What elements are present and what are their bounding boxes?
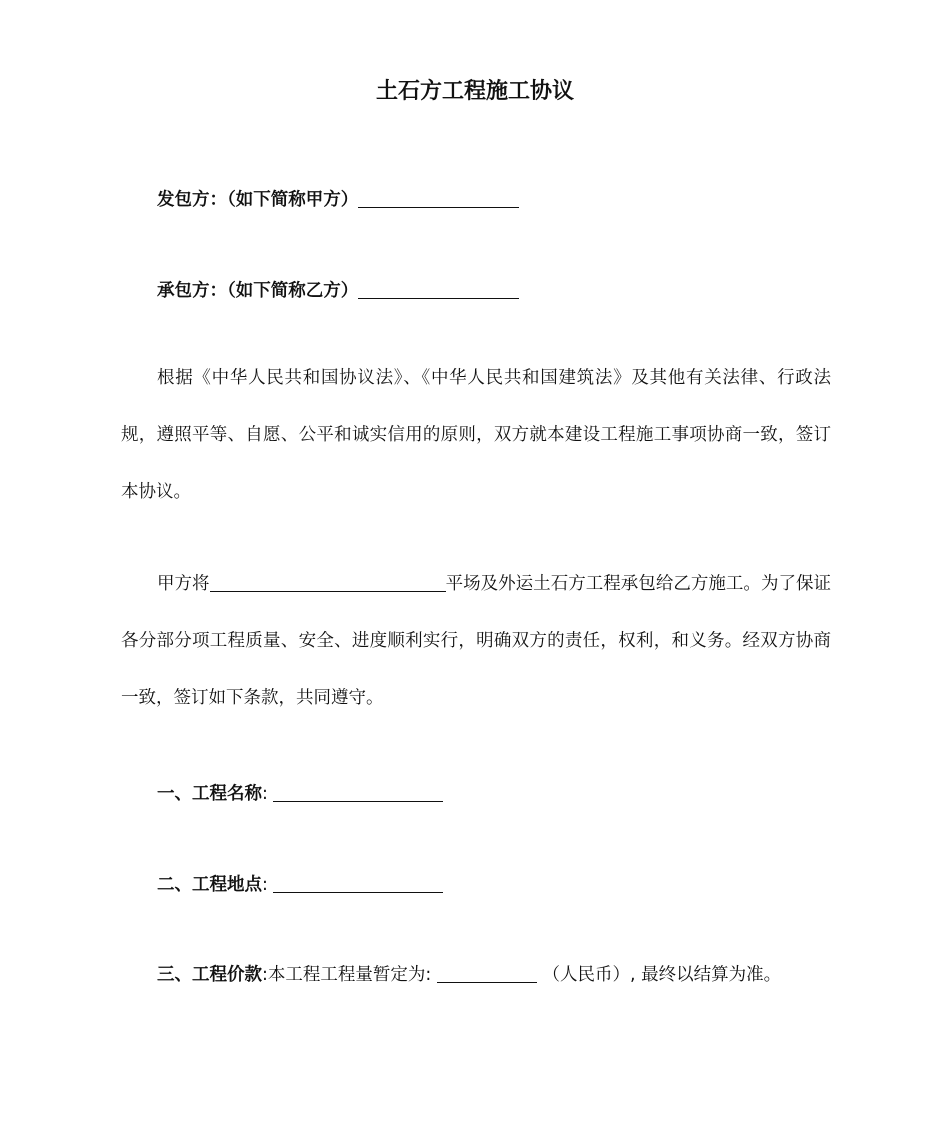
scope-suffix: 平场及外运土石方工程承包给乙方施工。为了保证各分部分项工程质量、安全、进度顺利实行，明确双方的责任，权利，和义务。经双方协商一致，签订如下条款，共同遵守。: [121, 574, 832, 708]
contractor-line: [157, 277, 519, 302]
document-title: 土石方工程施工协议: [375, 79, 574, 104]
clause-1-sep: :: [262, 784, 268, 804]
clause-1: [157, 780, 443, 805]
clause-3: [157, 961, 781, 986]
scope-paragraph: [121, 556, 831, 727]
employer-blank: [358, 206, 519, 208]
scope-blank: [210, 590, 446, 592]
contractor-blank: [358, 297, 519, 299]
clause-3-blank: [437, 981, 537, 983]
preamble-paragraph: 根据《中华人民共和国协议法》、《中华人民共和国建筑法》及其他有关法律、行政法规，遵照平等、自愿、公平和诚实信用的原则，双方就本建设工程施工事项协商一致，签订本协议。: [121, 368, 831, 502]
clause-2-sep: :: [262, 875, 268, 895]
employer-line: [157, 186, 519, 211]
contractor-label: 承包方：（如下简称乙方）: [157, 281, 359, 301]
employer-label: 发包方：（如下简称甲方）: [157, 190, 359, 210]
clause-2-blank: [273, 891, 443, 893]
clause-3-suffix: （人民币）, 最终以结算为准。: [542, 965, 782, 985]
clause-3-text: :本工程工程量暂定为:: [262, 965, 432, 985]
clause-2-label: 二、工程地点: [157, 875, 262, 895]
clause-3-label: 三、工程价款: [157, 965, 262, 985]
clause-1-label: 一、工程名称: [157, 784, 262, 804]
clause-2: [157, 871, 443, 896]
clause-1-blank: [273, 800, 443, 802]
scope-prefix: 甲方将: [157, 574, 210, 594]
